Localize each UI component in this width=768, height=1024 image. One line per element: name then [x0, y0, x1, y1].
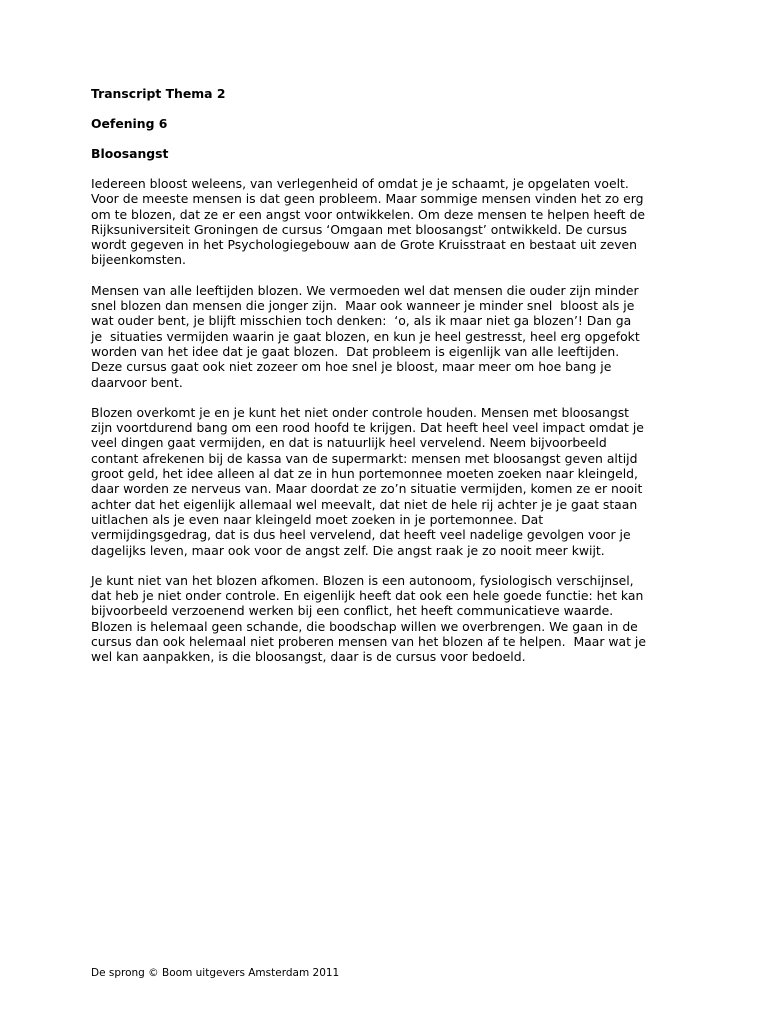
paragraph-line: vermijdingsgedrag, dat is dus heel vervelend, dat heeft veel nadelige gevolgen voor je [91, 527, 631, 543]
page-footer: De sprong © Boom uitgevers Amsterdam 2011 [91, 967, 340, 979]
paragraph-line: groot geld, het idee alleen al dat ze in hun portemonnee moeten zoeken naar kleingeld, [91, 466, 638, 482]
paragraph-line: daarvoor bent. [91, 374, 183, 390]
paragraph-1 [91, 176, 681, 268]
paragraph-line: cursus dan ook helemaal niet proberen mensen van het blozen af te helpen. Maar wat je [91, 634, 646, 650]
paragraph-line: veel dingen gaat vermijden, en dat is natuurlijk heel vervelend. Neem bijvoorbeeld [91, 435, 607, 451]
paragraph-3 [91, 405, 681, 558]
paragraph-line: zijn voortdurend bang om een rood hoofd te krijgen. Dat heeft heel veel impact omdat je [91, 420, 644, 436]
paragraph-line: dagelijks leven, maar ook voor de angst zelf. Die angst raak je zo nooit meer kwijt. [91, 542, 605, 558]
paragraph-line: worden van het idee dat je gaat blozen. Dat probleem is eigenlijk van alle leeftijden. [91, 343, 620, 359]
paragraph-line: Mensen van alle leeftijden blozen. We vermoeden wel dat mensen die ouder zijn minder [91, 282, 639, 298]
paragraph-line: wat ouder bent, je blijft misschien toch denken: ‘o, als ik maar niet ga blozen’! Dan ga [91, 313, 632, 329]
paragraph-line: Blozen overkomt je en je kunt het niet onder controle houden. Mensen met bloosangst [91, 404, 630, 420]
paragraph-line: bijeenkomsten. [91, 252, 186, 268]
topic-title: Bloosangst [91, 146, 169, 161]
paragraph-line: wordt gegeven in het Psychologiegebouw aan de Grote Kruisstraat en bestaat uit zeven [91, 237, 638, 253]
paragraph-line: wel kan aanpakken, is die bloosangst, daar is de cursus voor bedoeld. [91, 649, 526, 665]
paragraph-line: om te blozen, dat ze er een angst voor ontwikkelen. Om deze mensen te helpen heeft de [91, 206, 645, 222]
paragraph-line: je situaties vermijden waarin je gaat blozen, en kun je heel gestresst, heel erg opgefokt [91, 328, 640, 344]
paragraph-line: bijvoorbeeld verzoenend werken bij een conflict, het heeft communicatieve waarde. [91, 603, 614, 619]
transcript-title: Transcript Thema 2 [91, 86, 226, 101]
paragraph-line: Je kunt niet van het blozen afkomen. Blozen is een autonoom, fysiologisch verschijnsel, [91, 572, 634, 588]
paragraph-2 [91, 283, 681, 390]
paragraph-line: Rijksuniversiteit Groningen de cursus ‘Omgaan met bloosangst’ ontwikkeld. De cursus [91, 221, 627, 237]
paragraph-4 [91, 573, 681, 665]
exercise-title: Oefening 6 [91, 116, 168, 131]
paragraph-line: Voor de meeste mensen is dat geen probleem. Maar sommige mensen vinden het zo erg [91, 191, 644, 207]
paragraph-line: uitlachen als je even naar kleingeld moet zoeken in je portemonnee. Dat [91, 511, 544, 527]
document-body [91, 86, 681, 680]
paragraph-line: dat heb je niet onder controle. En eigenlijk heeft dat ook een hele goede functie: het kan [91, 588, 644, 604]
paragraph-line: achter dat het eigenlijk allemaal wel meevalt, dat niet de hele rij achter je je gaat staan [91, 496, 638, 512]
paragraph-line: Iedereen bloost weleens, van verlegenheid of omdat je je schaamt, je opgelaten voelt. [91, 176, 629, 191]
paragraph-line: Blozen is helemaal geen schande, die boodschap willen we overbrengen. We gaan in de [91, 618, 638, 634]
paragraph-line: contant afrekenen bij de kassa van de supermarkt: mensen met bloosangst geven altijd [91, 450, 638, 466]
paragraph-line: daar worden ze nerveus van. Maar doordat ze zo’n situatie vermijden, komen ze er nooit [91, 481, 643, 497]
paragraph-line: snel blozen dan mensen die jonger zijn. Maar ook wanneer je minder snel bloost als je [91, 298, 635, 314]
paragraph-line: Deze cursus gaat ook niet zozeer om hoe snel je bloost, maar meer om hoe bang je [91, 359, 612, 375]
